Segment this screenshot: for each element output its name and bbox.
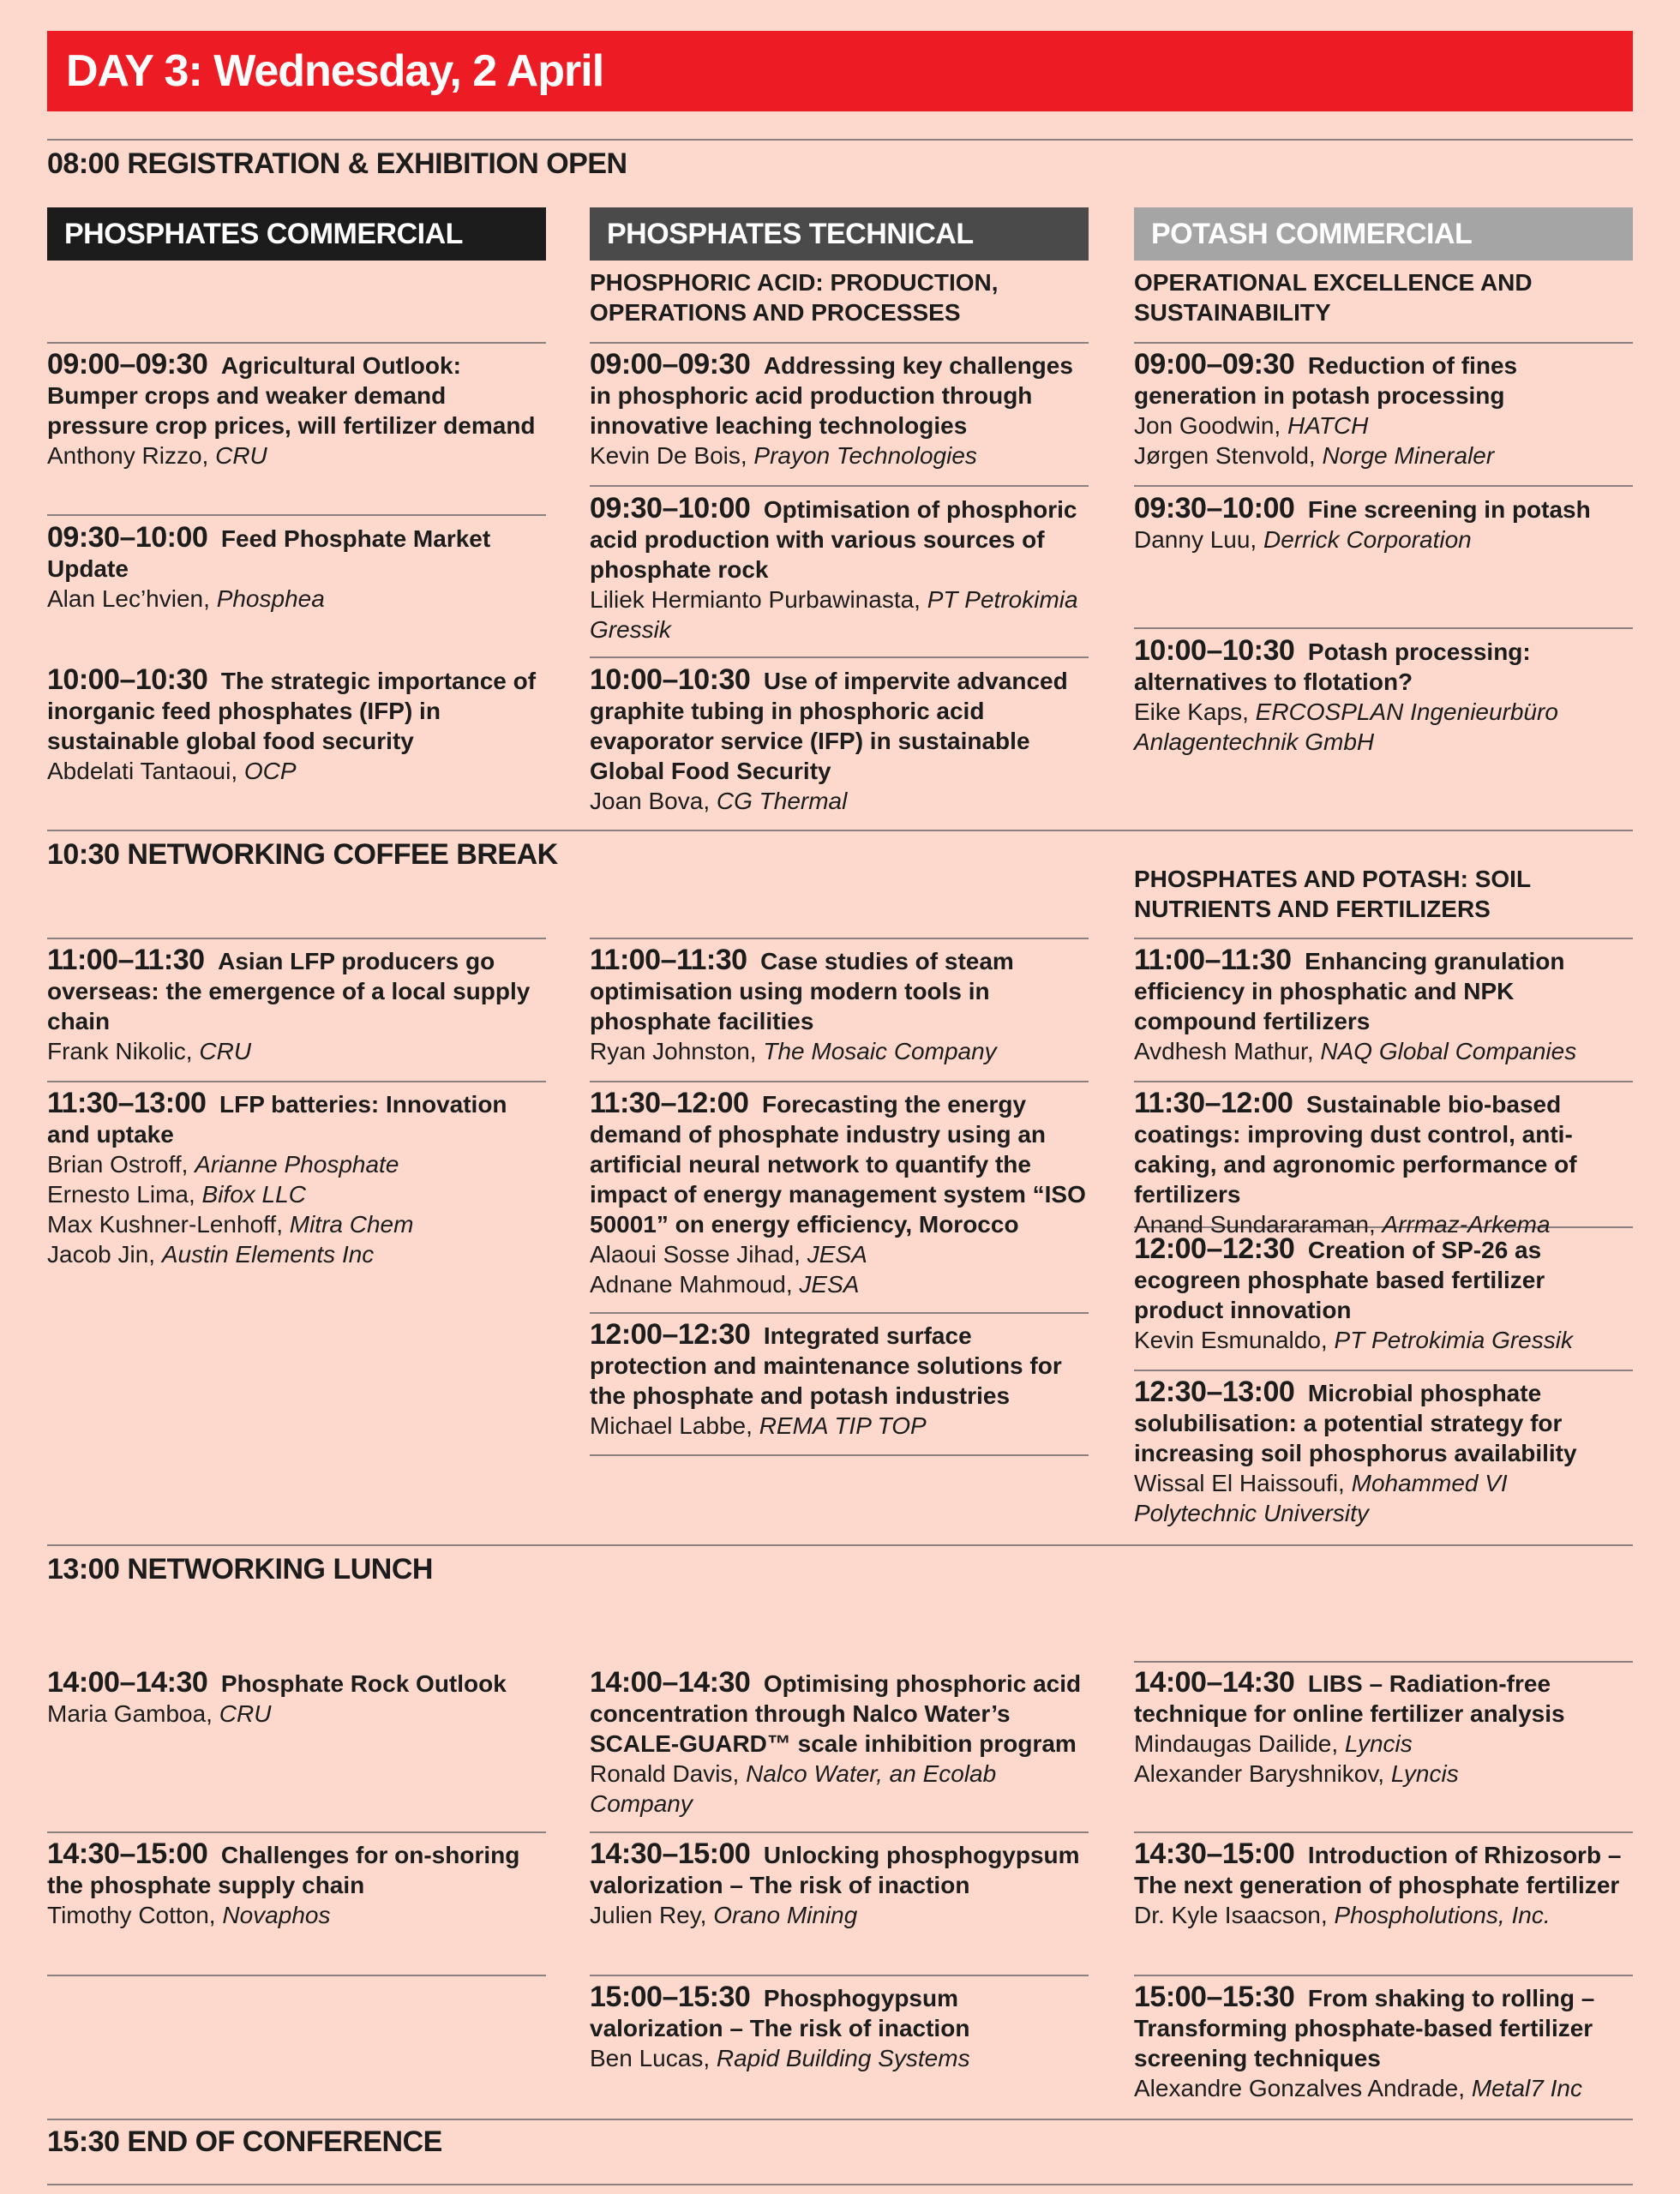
session-title: Unlocking phosphogypsum valorization – The risk of inaction	[590, 1842, 1080, 1898]
session-title: Case studies of steam optimisation using modern tools in phosphate facilities	[590, 948, 1014, 1034]
divider	[590, 1081, 1089, 1082]
divider	[1134, 627, 1633, 629]
speaker-organisation: ERCOSPLAN Ingenieurbüro Anlagentechnik GmbH	[1134, 698, 1558, 755]
session-title: Reduction of fines generation in potash processing	[1134, 352, 1518, 409]
session-time: 12:30–13:00	[1134, 1376, 1295, 1408]
speaker-name: Eike Kaps,	[1134, 698, 1256, 725]
speaker-organisation: OCP	[243, 758, 297, 784]
session-title: Enhancing granulation efficiency in phosphatic and NPK compound fertilizers	[1134, 948, 1565, 1034]
session-time: 09:30–10:00	[47, 521, 208, 554]
speaker-name: Maria Gamboa,	[47, 1700, 219, 1727]
session-item	[47, 945, 546, 1066]
session-item	[590, 1839, 1089, 1930]
speaker-organisation: Arrmaz-Arkema	[1382, 1211, 1551, 1238]
speaker-organisation: CG Thermal	[716, 788, 848, 814]
divider	[590, 485, 1089, 487]
speaker-organisation: Derrick Corporation	[1263, 526, 1472, 553]
speaker-name: Alan Lec’hvien,	[47, 585, 217, 612]
session-item	[47, 665, 546, 786]
speaker-organisation: Bifox LLC	[201, 1181, 306, 1208]
session-title: Optimisation of phosphoric acid production with various sources of phosphate rock	[590, 496, 1077, 583]
speaker-name: Michael Labbe,	[590, 1412, 759, 1439]
speaker-name: Ernesto Lima,	[47, 1181, 202, 1208]
session-title: Potash processing: alternatives to flotation?	[1134, 638, 1531, 695]
speaker-name: Dr. Kyle Isaacson,	[1134, 1902, 1335, 1928]
speaker-organisation: Nalco Water, an Ecolab Company	[590, 1760, 997, 1817]
speaker-organisation: Orano Mining	[713, 1902, 858, 1928]
speaker-name: Alexandre Gonzalves Andrade,	[1134, 2075, 1472, 2101]
session-item	[590, 1668, 1089, 1819]
speaker-organisation: JESA	[807, 1241, 867, 1268]
divider	[47, 830, 1633, 831]
session-item	[590, 1982, 1089, 2073]
session-item	[590, 350, 1089, 471]
divider	[590, 342, 1089, 344]
speaker-name: Timothy Cotton,	[47, 1902, 223, 1928]
session-time: 09:00–09:30	[47, 348, 208, 381]
divider	[47, 1975, 546, 1976]
speaker-name: Kevin De Bois,	[590, 442, 754, 469]
speaker-organisation: Rapid Building Systems	[716, 2045, 970, 2071]
speaker-name: Jon Goodwin,	[1134, 412, 1287, 439]
session-title: Feed Phosphate Market Update	[47, 525, 491, 582]
speaker-organisation: NAQ Global Companies	[1320, 1038, 1577, 1064]
session-title: Asian LFP producers go overseas: the emergence of a local supply chain	[47, 948, 531, 1034]
speaker-name: Ronald Davis,	[590, 1760, 747, 1787]
session-time: 15:00–15:30	[1134, 1981, 1295, 2013]
speaker-name: Max Kushner-Lenhoff,	[47, 1211, 290, 1238]
session-time: 14:30–15:00	[590, 1837, 751, 1870]
speaker-name: Alexander Baryshnikov,	[1134, 1760, 1391, 1787]
session-item	[47, 350, 546, 471]
speaker-organisation: REMA TIP TOP	[759, 1412, 927, 1439]
session-item	[1134, 1377, 1633, 1528]
speaker-name: Abdelati Tantaoui,	[47, 758, 244, 784]
session-item	[590, 1320, 1089, 1441]
session-title: From shaking to rolling – Transforming phosphate-based fertilizer screening techniques	[1134, 1985, 1595, 2071]
speaker-organisation: PT Petrokimia Gressik	[1334, 1327, 1573, 1353]
session-title: Optimising phosphoric acid concentration through Nalco Water’s SCALE-GUARD™ scale inhibition program	[590, 1670, 1082, 1757]
session-time: 11:30–12:00	[1134, 1087, 1293, 1119]
session-item	[47, 1088, 546, 1269]
track-subheading-soil-nutrients: PHOSPHATES AND POTASH: SOIL NUTRIENTS AND FERTILIZERS	[1134, 866, 1531, 922]
divider	[1134, 485, 1633, 487]
session-time: 10:00–10:30	[47, 663, 208, 696]
track-subheading-phosphoric-acid: PHOSPHORIC ACID: PRODUCTION, OPERATIONS AND PROCESSES	[590, 269, 999, 326]
column-header-phosphates-commercial: PHOSPHATES COMMERCIAL	[47, 207, 546, 261]
session-item	[47, 523, 546, 614]
speaker-organisation: CRU	[219, 1700, 272, 1727]
column-header-potash-commercial: POTASH COMMERCIAL	[1134, 207, 1633, 261]
session-item	[590, 945, 1089, 1066]
session-title: Microbial phosphate solubilisation: a potential strategy for increasing soil phosphorus availability	[1134, 1380, 1577, 1466]
session-title: LIBS – Radiation-free technique for online fertilizer analysis	[1134, 1670, 1565, 1727]
divider	[47, 2184, 1633, 2185]
session-time: 09:30–10:00	[1134, 492, 1295, 525]
session-time: 09:30–10:00	[590, 492, 751, 525]
session-item	[1134, 945, 1633, 1066]
session-item	[590, 494, 1089, 644]
session-item	[47, 1668, 546, 1729]
divider	[47, 1081, 546, 1082]
speaker-organisation: Lyncis	[1344, 1730, 1413, 1757]
session-time: 12:00–12:30	[590, 1318, 751, 1351]
session-title: Phosphate Rock Outlook	[220, 1670, 507, 1697]
session-title: Phosphogypsum valorization – The risk of inaction	[590, 1985, 970, 2041]
session-title: Agricultural Outlook: Bumper crops and weaker demand pressure crop prices, will fertilizer demand	[47, 352, 536, 439]
session-time: 15:00–15:30	[590, 1981, 751, 2013]
session-title: Creation of SP-26 as ecogreen phosphate based fertilizer product innovation	[1134, 1237, 1545, 1323]
divider	[590, 1454, 1089, 1456]
speaker-organisation: PT Petrokimia Gressik	[590, 586, 1078, 643]
session-title: Sustainable bio-based coatings: improving dust control, anti-caking, and agronomic performance of fertilizers	[1134, 1091, 1577, 1208]
speaker-organisation: Phospholutions, Inc.	[1334, 1902, 1551, 1928]
session-item	[1134, 494, 1633, 554]
section-end-of-conference: 15:30 END OF CONFERENCE	[47, 2125, 442, 2158]
track-subheading-operational-excellence: OPERATIONAL EXCELLENCE AND SUSTAINABILITY	[1134, 269, 1533, 326]
divider	[47, 514, 546, 516]
session-title: The strategic importance of inorganic feed phosphates (IFP) in sustainable global food security	[47, 668, 537, 754]
speaker-organisation: Lyncis	[1390, 1760, 1459, 1787]
session-item	[590, 665, 1089, 816]
divider	[47, 342, 546, 344]
divider	[47, 1831, 546, 1833]
speaker-name: Ryan Johnston,	[590, 1038, 764, 1064]
session-title: Use of impervite advanced graphite tubing in phosphoric acid evaporator service (IFP) in sustainable Global Food Security	[590, 668, 1068, 784]
divider	[590, 938, 1089, 939]
speaker-name: Mindaugas Dailide,	[1134, 1730, 1345, 1757]
section-registration: 08:00 REGISTRATION & EXHIBITION OPEN	[47, 147, 627, 180]
divider	[590, 1831, 1089, 1833]
divider	[1134, 1081, 1633, 1082]
session-title: Addressing key challenges in phosphoric acid production through innovative leaching technologies	[590, 352, 1073, 439]
section-lunch: 13:00 NETWORKING LUNCH	[47, 1553, 433, 1586]
session-item	[47, 1839, 546, 1930]
speaker-name: Alaoui Sosse Jihad,	[590, 1241, 807, 1268]
speaker-organisation: Phosphea	[216, 585, 325, 612]
session-title: Introduction of Rhizosorb – The next generation of phosphate fertilizer	[1134, 1842, 1622, 1898]
speaker-name: Adnane Mahmoud,	[590, 1271, 800, 1298]
session-title: LFP batteries: Innovation and uptake	[47, 1091, 507, 1148]
session-time: 14:00–14:30	[590, 1666, 751, 1699]
session-item	[1134, 1982, 1633, 2103]
divider	[1134, 1370, 1633, 1371]
section-coffee-break: 10:30 NETWORKING COFFEE BREAK	[47, 838, 558, 871]
speaker-name: Julien Rey,	[590, 1902, 714, 1928]
column-header-phosphates-technical: PHOSPHATES TECHNICAL	[590, 207, 1089, 261]
speaker-organisation: CRU	[215, 442, 267, 469]
speaker-name: Avdhesh Mathur,	[1134, 1038, 1321, 1064]
speaker-name: Kevin Esmunaldo,	[1134, 1327, 1335, 1353]
session-time: 11:30–13:00	[47, 1087, 207, 1119]
speaker-name: Anthony Rizzo,	[47, 442, 216, 469]
divider	[1134, 1975, 1633, 1976]
speaker-name: Jacob Jin,	[47, 1241, 162, 1268]
speaker-name: Ben Lucas,	[590, 2045, 717, 2071]
divider	[590, 1975, 1089, 1976]
session-item	[1134, 350, 1633, 471]
speaker-organisation: CRU	[199, 1038, 252, 1064]
divider	[1134, 1831, 1633, 1833]
speaker-organisation: Arianne Phosphate	[195, 1151, 399, 1178]
speaker-organisation: JESA	[799, 1271, 860, 1298]
speaker-organisation: Norge Mineraler	[1322, 442, 1495, 469]
session-item	[1134, 1839, 1633, 1930]
session-time: 14:30–15:00	[47, 1837, 208, 1870]
divider	[47, 938, 546, 939]
divider	[47, 139, 1633, 141]
session-title: Forecasting the energy demand of phosphate industry using an artificial neural network to quantify the impact of energy management system “ISO 50001” on energy efficiency, Morocco	[590, 1091, 1086, 1238]
speaker-organisation: Metal7 Inc	[1471, 2075, 1582, 2101]
session-time: 09:00–09:30	[1134, 348, 1295, 381]
session-item	[1134, 1234, 1633, 1355]
day-title-banner: DAY 3: Wednesday, 2 April	[47, 31, 1633, 111]
speaker-name: Wissal El Haissoufi,	[1134, 1470, 1352, 1496]
session-time: 10:00–10:30	[590, 663, 751, 696]
session-time: 11:00–11:30	[47, 944, 205, 976]
speaker-organisation: Mohammed VI Polytechnic University	[1134, 1470, 1508, 1526]
session-time: 11:00–11:30	[1134, 944, 1292, 976]
speaker-name: Danny Luu,	[1134, 526, 1263, 553]
speaker-organisation: The Mosaic Company	[763, 1038, 997, 1064]
session-item	[590, 1088, 1089, 1299]
speaker-name: Jørgen Stenvold,	[1134, 442, 1323, 469]
divider	[1134, 342, 1633, 344]
session-title: Challenges for on-shoring the phosphate supply chain	[47, 1842, 520, 1898]
speaker-name: Liliek Hermianto Purbawinasta,	[590, 586, 927, 613]
session-time: 10:00–10:30	[1134, 634, 1295, 667]
speaker-organisation: Mitra Chem	[289, 1211, 414, 1238]
speaker-name: Anand Sundararaman,	[1134, 1211, 1383, 1238]
session-title: Fine screening in potash	[1307, 496, 1591, 523]
session-time: 14:00–14:30	[47, 1666, 208, 1699]
speaker-organisation: Prayon Technologies	[753, 442, 977, 469]
divider	[47, 1544, 1633, 1546]
divider	[590, 1312, 1089, 1314]
speaker-name: Frank Nikolic,	[47, 1038, 200, 1064]
session-item	[1134, 636, 1633, 757]
session-item	[1134, 1088, 1633, 1239]
divider	[1134, 938, 1633, 939]
divider	[47, 2119, 1633, 2120]
divider	[590, 656, 1089, 658]
speaker-organisation: Novaphos	[222, 1902, 331, 1928]
speaker-organisation: Austin Elements Inc	[161, 1241, 375, 1268]
session-time: 11:30–12:00	[590, 1087, 749, 1119]
session-time: 12:00–12:30	[1134, 1232, 1295, 1265]
session-time: 11:00–11:30	[590, 944, 747, 976]
session-title: Integrated surface protection and maintenance solutions for the phosphate and potash industries	[590, 1322, 1062, 1409]
speaker-name: Brian Ostroff,	[47, 1151, 195, 1178]
session-item	[1134, 1668, 1633, 1789]
speaker-name: Joan Bova,	[590, 788, 717, 814]
session-time: 14:30–15:00	[1134, 1837, 1295, 1870]
session-time: 09:00–09:30	[590, 348, 751, 381]
speaker-organisation: HATCH	[1287, 412, 1369, 439]
session-time: 14:00–14:30	[1134, 1666, 1295, 1699]
divider	[1134, 1661, 1633, 1663]
